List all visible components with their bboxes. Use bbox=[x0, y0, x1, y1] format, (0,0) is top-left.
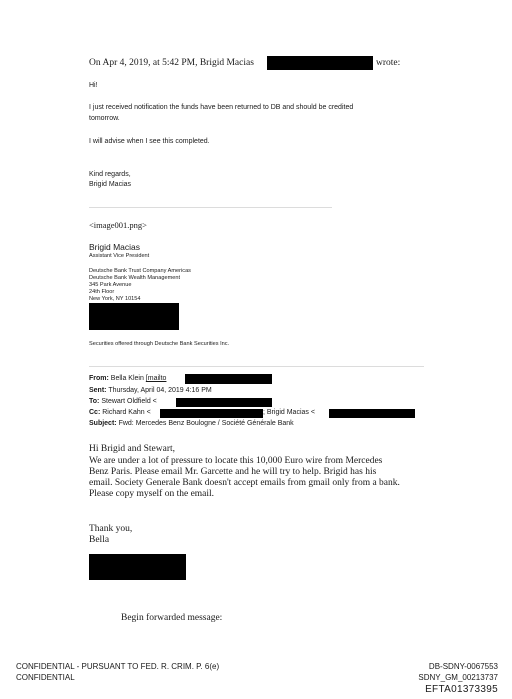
email2-thanks: Thank you, bbox=[89, 524, 133, 534]
footer-bates-2: SDNY_GM_00213737 bbox=[418, 673, 498, 682]
signature-company2: Deutsche Bank Wealth Management bbox=[89, 275, 181, 281]
signature-city: New York, NY 10154 bbox=[89, 296, 141, 302]
cc-value: Richard Kahn < bbox=[102, 409, 151, 416]
email2-line4: Please copy myself on the email. bbox=[89, 489, 215, 499]
email2-line2: Benz Paris. Please email Mr. Garcette and he will try to help. Brigid has his bbox=[89, 467, 377, 477]
sent-label: Sent: bbox=[89, 387, 107, 394]
sent-value: Thursday, April 04, 2019 4:16 PM bbox=[108, 387, 212, 394]
footer-confidential-1: CONFIDENTIAL - PURSUANT TO FED. R. CRIM. P. 6(e) bbox=[16, 662, 220, 671]
subject-value: Fwd: Mercedes Benz Boulogne / Société Générale Bank bbox=[118, 420, 294, 427]
divider bbox=[89, 366, 424, 367]
cc-tail: ; Brigid Macias < bbox=[263, 409, 315, 416]
email2-sign: Bella bbox=[89, 535, 110, 545]
redaction-bar bbox=[176, 398, 272, 407]
footer-confidential-2: CONFIDENTIAL bbox=[16, 673, 75, 682]
to-label: To: bbox=[89, 398, 100, 405]
subject-label: Subject: bbox=[89, 420, 117, 427]
forward-subject bbox=[89, 420, 294, 428]
mailto-link[interactable]: [mailto bbox=[145, 375, 167, 382]
redaction-bar bbox=[89, 554, 186, 580]
forward-from bbox=[89, 375, 166, 383]
forwarded-message: Begin forwarded message: bbox=[121, 613, 223, 623]
email1-regards-name: Brigid Macias bbox=[89, 181, 132, 188]
email1-line1: I just received notification the funds have been returned to DB and should be credited bbox=[89, 104, 354, 111]
redaction-bar bbox=[89, 303, 179, 330]
signature-securities: Securities offered through Deutsche Bank Securities Inc. bbox=[89, 341, 230, 347]
email-header-line bbox=[89, 58, 254, 69]
redaction-bar bbox=[329, 409, 415, 418]
email1-line3: I will advise when I see this completed. bbox=[89, 138, 210, 145]
divider bbox=[89, 207, 332, 208]
email2-line1: We are under a lot of pressure to locate this 10,000 Euro wire from Mercedes bbox=[89, 456, 383, 466]
email1-line2: tomorrow. bbox=[89, 115, 120, 122]
from-value: Bella Klein bbox=[110, 375, 144, 382]
redaction-bar bbox=[185, 374, 272, 384]
email1-greeting: Hi! bbox=[89, 82, 98, 89]
signature-name: Brigid Macias bbox=[89, 242, 141, 252]
email2-line3: email. Society Generale Bank doesn't accept emails from gmail only from a bank. bbox=[89, 478, 400, 488]
forward-sent bbox=[89, 387, 212, 395]
signature-street: 345 Park Avenue bbox=[89, 282, 132, 288]
cc-label: Cc: bbox=[89, 409, 101, 416]
from-label: From: bbox=[89, 375, 109, 382]
footer-bates-1: DB-SDNY-0067553 bbox=[428, 662, 498, 671]
email1-regards: Kind regards, bbox=[89, 171, 131, 178]
email2-greeting: Hi Brigid and Stewart, bbox=[89, 444, 176, 454]
redaction-bar bbox=[267, 56, 373, 70]
to-value: Stewart Oldfield < bbox=[101, 398, 157, 405]
image-reference: <image001.png> bbox=[89, 220, 147, 230]
redaction-bar bbox=[160, 409, 263, 418]
signature-company1: Deutsche Bank Trust Company Americas bbox=[89, 268, 191, 274]
forward-cc bbox=[89, 409, 151, 417]
signature-title: Assistant Vice President bbox=[89, 253, 150, 259]
header-on-line: On Apr 4, 2019, at 5:42 PM, Brigid Macias bbox=[89, 58, 254, 68]
header-wrote: wrote: bbox=[376, 58, 401, 68]
forward-to bbox=[89, 398, 157, 406]
signature-floor: 24th Floor bbox=[89, 289, 115, 295]
footer-efta: EFTA01373395 bbox=[425, 684, 498, 695]
